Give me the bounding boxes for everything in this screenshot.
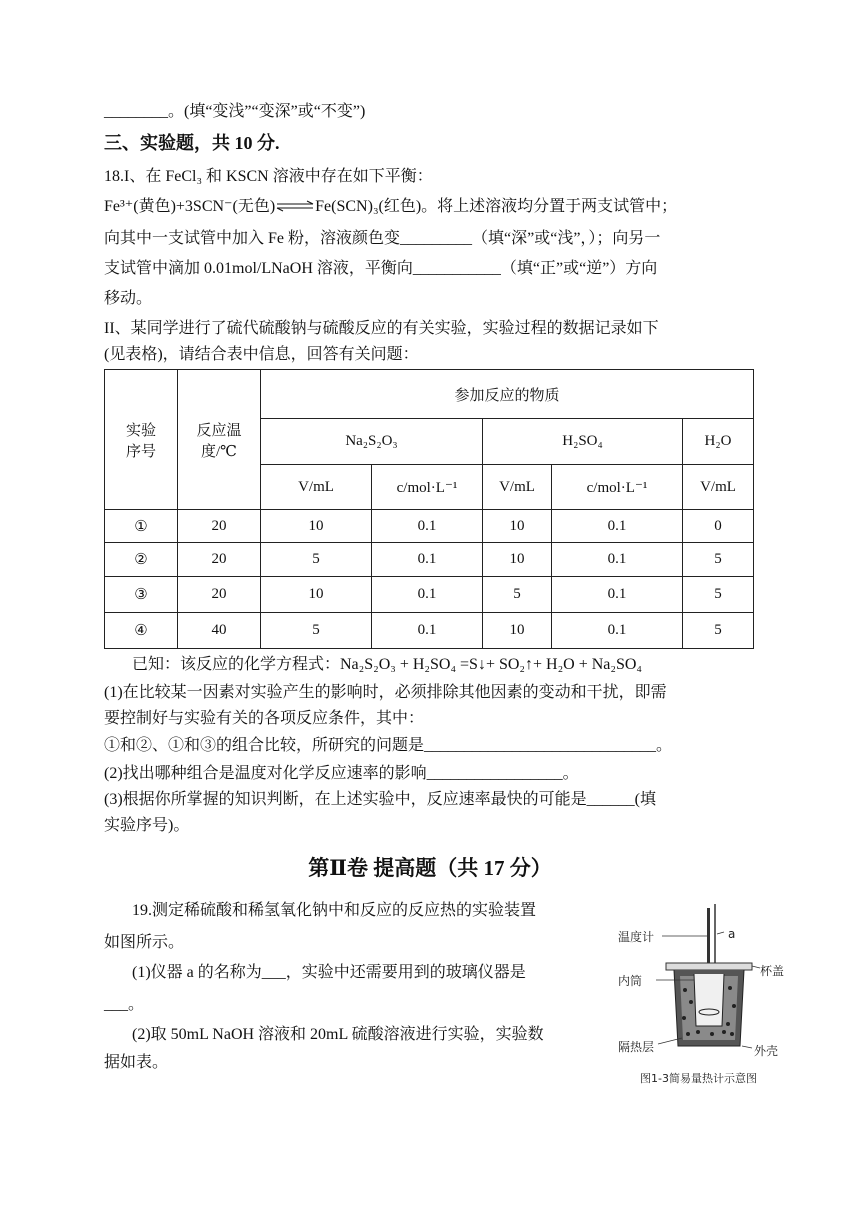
cell: 0.1 [372,543,483,577]
header-h2so4: H₂SO₄ [483,419,683,465]
q19-line4 [104,994,144,1016]
cell: ④ [105,613,178,649]
q18-sub1-text: ①和②、①和③的组合比较，所研究的问题是 [104,737,425,754]
cell: 5 [483,577,552,613]
header-substances: 参加反应的物质 [261,370,754,419]
cell: ② [105,543,178,577]
period: 。 [656,737,673,754]
cell: 0.1 [372,510,483,543]
cell: 0.1 [552,510,683,543]
q18-part2-line1: II、某同学进行了硫代硫酸钠与硫酸反应的有关实验，实验过程的数据记录如下 [104,320,659,337]
q19-line5: (2)取 50mL NaOH 溶液和 20mL 硫酸溶液进行实验，实验数 [132,1026,544,1043]
q18-sub1-line3 [104,735,672,757]
answer-blank[interactable]: ___________ [412,260,501,277]
cell: 10 [261,577,372,613]
table-row [105,577,754,613]
q18-line4 [104,258,657,280]
q18-sub1-line2: 要控制好与实验有关的各项反应条件，其中： [104,710,425,727]
q18-sub2 [104,763,579,785]
cell: 10 [261,510,372,543]
q18-line4-hint: （填“正”或“逆”）方向 [500,260,658,277]
equilibrium-arrow-icon [275,200,315,212]
cell: ① [105,510,178,543]
reaction-equation: 已知：该反应的化学方程式：Na₂S₂O₃ + H₂SO₄ =S↓+ SO₂↑+ H₂O + Na₂SO₄ [132,656,643,673]
q18-line3-hint: （填“深”或“浅”，）；向另一 [472,230,661,247]
cell: 5 [683,543,754,577]
answer-blank[interactable]: _________________ [426,765,563,782]
cell: 10 [483,613,552,649]
cell: 10 [483,543,552,577]
q18-sub2-text: (2)找出哪种组合是温度对化学反应速率的影响 [104,765,427,782]
q19-line3 [132,962,526,984]
header-temperature-line1: 反应温 [196,422,242,439]
header-volume: V/mL [683,465,754,510]
figure-caption: 图1-3简易量热计示意图 [640,1072,757,1085]
cell: ③ [105,577,178,613]
header-temperature-line2: 度/℃ [201,443,237,460]
answer-blank[interactable]: ___ [261,964,286,981]
q18-sub1-line1: (1)在比较某一因素对实验产生的影响时，必须排除其他因素的变动和干扰，即需 [104,684,667,701]
equation-left: Fe³⁺(黄色)+3SCN⁻(无色) [104,198,276,215]
q18-equation [104,196,677,218]
header-experiment-line1: 实验 [125,422,156,439]
cell: 0.1 [552,613,683,649]
answer-blank[interactable]: ___ [104,996,128,1013]
label-lid: 杯盖 [760,964,785,978]
table-row [105,613,754,649]
cell: 0.1 [372,577,483,613]
calorimeter-figure [618,900,793,1090]
equation-right: Fe(SCN)₃(红色)。将上述溶液均分置于两支试管中； [315,198,678,215]
header-h2o: H₂O [683,419,754,465]
cell: 10 [483,510,552,543]
cell: 20 [178,510,261,543]
q19-line3-text: (1)仪器 a 的名称为 [132,964,262,981]
q18-part2-line2: (见表格)，请结合表中信息，回答有关问题： [104,346,419,363]
part2-heading: 第Ⅱ卷 提高题（共 17 分） [308,856,552,880]
label-thermometer: 温度计 [618,930,655,944]
answer-blank[interactable]: ______ [586,791,635,808]
q19-line2: 如图所示。 [104,934,185,951]
experiment-table [104,369,754,649]
q19-line6: 据如表。 [104,1054,169,1071]
period: 。 [128,996,145,1013]
q18-line1: 18.I、在 FeCl₃ 和 KSCN 溶液中存在如下平衡： [104,168,433,185]
table-row [105,543,754,577]
label-inner-cylinder: 内筒 [618,974,643,988]
section-title: 三、实验题，共 10 分. [104,133,280,153]
fill-hint: 。(填“变浅”“变深”或“不变”) [168,103,366,120]
previous-question-tail [104,101,365,123]
cell: 5 [683,613,754,649]
q18-line4-text: 支试管中滴加 0.01mol/LNaOH 溶液，平衡向 [104,260,413,277]
q19-line3-text2: ，实验中还需要用到的玻璃仪器是 [285,964,526,981]
answer-blank[interactable]: ________ [104,103,168,120]
q18-line3-text: 向其中一支试管中加入 Fe 粉，溶液颜色变 [104,230,401,247]
q18-line5: 移动。 [104,290,153,307]
label-a: a [728,927,736,941]
cell: 40 [178,613,261,649]
answer-blank[interactable]: _________ [400,230,473,247]
header-concentration: c/mol·L⁻¹ [372,465,483,510]
header-concentration: c/mol·L⁻¹ [552,465,683,510]
header-experiment [105,370,178,510]
cell: 20 [178,543,261,577]
cell: 0.1 [552,577,683,613]
header-volume: V/mL [483,465,552,510]
cell: 5 [683,577,754,613]
header-experiment-line2: 序号 [125,443,156,460]
cell: 0.1 [552,543,683,577]
header-na2s2o3: Na₂S₂O₃ [261,419,483,465]
label-outer-shell: 外壳 [754,1044,779,1058]
q18-sub3-hint: (填 [634,791,657,808]
q18-line3 [104,228,660,250]
table-row [105,510,754,543]
q19-line1: 19.测定稀硫酸和稀氢氧化钠中和反应的反应热的实验装置 [132,902,537,919]
header-volume: V/mL [261,465,372,510]
cell: 5 [261,613,372,649]
q18-sub3-text: (3)根据你所掌握的知识判断，在上述实验中，反应速率最快的可能是 [104,791,587,808]
cell: 5 [261,543,372,577]
cell: 0 [683,510,754,543]
header-temperature [178,370,261,510]
answer-blank[interactable]: _____________________________ [424,737,657,754]
cell: 0.1 [372,613,483,649]
period: 。 [562,765,579,782]
cell: 20 [178,577,261,613]
q18-sub3-line2: 实验序号)。 [104,817,190,834]
label-insulation: 隔热层 [618,1040,655,1054]
q18-sub3-line1 [104,789,656,811]
